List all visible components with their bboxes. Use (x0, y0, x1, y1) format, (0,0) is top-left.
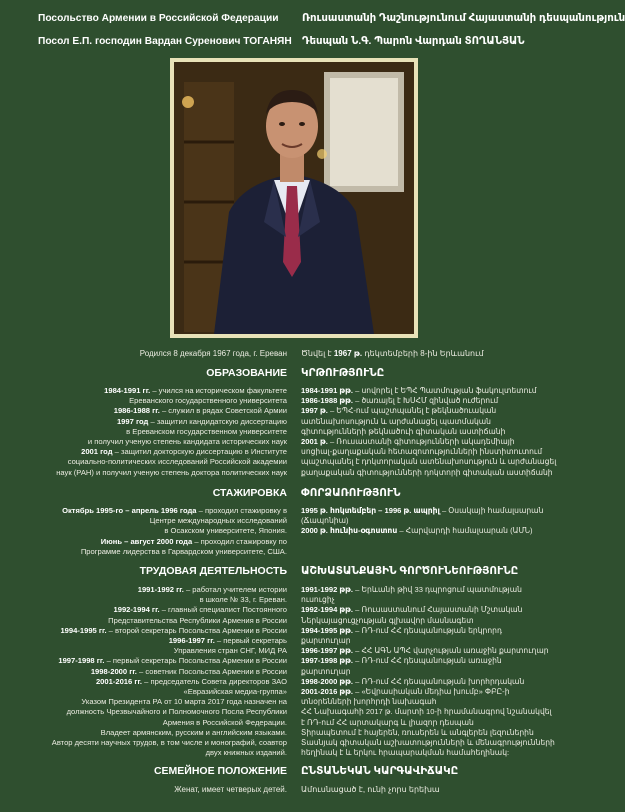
text-line: պաշտպանել է դոկտորական ատենախոսություն և արժանացել (301, 457, 557, 467)
family-title-ru: СЕМЕЙНОЕ ПОЛОЖЕНИЕ (153, 765, 287, 777)
text-line: Владеет армянским, русским и английским языками. (100, 727, 287, 737)
text-line: 1994-1995 թթ. – ՌԴ-ում ՀՀ դեսպանության երկրորդ (301, 625, 503, 635)
career-text-am (301, 585, 577, 758)
text-line: Представительства Республики Армения в России (108, 615, 287, 625)
text-line: 2001-2016 гг. – председатель Совета директоров ЗАО (95, 676, 287, 686)
text-line: ՀՀ Նախագահի 2017 թ. մարտի 10-ի հրամանագրով նշանակվել (301, 707, 552, 717)
text-line: в Ереванском государственном университете (126, 426, 287, 436)
header-embassy-ru: Посольство Армении в Российской Федерации (38, 13, 279, 24)
text-line: 1995 թ. հոկտեմբեր – 1996 թ. ապրիլ – Օսակայի համալսարան (301, 506, 544, 515)
text-line: наук (РАН) и получил ученую степень доктора политических наук (56, 467, 287, 477)
text-line: 1998-2000 гг. – советник Посольства Армении в России (90, 666, 287, 676)
text-line: в школе № 33, г. Ереван. (199, 595, 287, 605)
text-line: ուսուցիչ (301, 595, 335, 605)
text-line: ատենախոսություն և արժանացել պատմական (301, 416, 491, 426)
text-line: 1997 год – защитил кандидатскую диссертацию (116, 416, 287, 426)
internship-text-ru (14, 506, 287, 557)
text-line: 1986-1988 թթ. – ծառայել է ԽՍՀՄ զինված ուժերում (301, 396, 499, 406)
text-line: 1991-1992 թթ. – Երևանի թիվ 33 դպրոցում պատմության (301, 585, 522, 594)
text-line: 1997-1998 թթ. – ՌԴ-ում ՀՀ դեսպանության առաջին (301, 656, 502, 666)
text-line: Указом Президента РА от 10 марта 2017 года назначен на (81, 697, 287, 707)
text-line: 1996-1997 թթ. – ՀՀ ԱԳՆ ԱՊՀ վարչության առաջին քարտուղար (301, 646, 549, 656)
birth-ru: Родился 8 декабря 1967 года, г. Ереван (139, 349, 287, 358)
text-line: Июнь – август 2000 года – проходил стажировку по (100, 536, 287, 546)
text-line: է ՌԴ-ում ՀՀ արտակարգ և լիազոր դեսպան (301, 717, 474, 727)
family-title-am: ԸՆՏԱՆԵԿԱՆ ԿԱՐԳԱՎԻՃԱԿԸ (301, 765, 459, 777)
text-line: սոցիալ-քաղաքական հետազոտությունների ինստիտուտում (301, 447, 543, 457)
education-title-ru: ОБРАЗОВАНИЕ (206, 367, 287, 379)
text-line: 1996-1997 гг. – первый секретарь (168, 636, 287, 646)
text-line: и получил ученую степень кандидата исторических наук (87, 437, 287, 447)
family-text-ru: Женат, имеет четверых детей. (174, 785, 287, 794)
text-line: социально-политических исследований Российской академии (67, 457, 287, 467)
education-title-am: ԿՐԹՈՒԹՅՈՒՆԸ (301, 367, 385, 379)
text-line: Армения в Российской Федерации. (162, 717, 287, 727)
text-line: Տասնյակ գիտական աշխատությունների և մենագրությունների (301, 738, 555, 748)
text-line: Տիրապետում է հայերեն, ռուսերեն և անգլերեն լեզուներին (301, 727, 534, 737)
family-text-am: Ամուսնացած է, ունի չորս երեխա (301, 785, 440, 794)
text-line: 1994-1995 гг. – второй секретарь Посольства Армении в России (60, 625, 287, 635)
text-line: 1986-1988 гг. – служил в рядах Советской Армии (113, 406, 287, 416)
text-line: 1984-1991 гг. – учился на историческом факультете (104, 386, 287, 395)
text-line: քաղաքական գիտությունների դոկտորի գիտական աստիճանի (301, 467, 553, 477)
text-line: Управления стран СНГ, МИД РА (173, 646, 287, 656)
text-line: 2001 год – защитил докторскую диссертацию в Институте (81, 447, 287, 457)
birth-am: Ծնվել է 1967 թ. դեկտեմբերի 8-ին Երևանում (301, 349, 484, 358)
text-line: քարտուղար (301, 666, 351, 676)
text-line: 1997-1998 гг. – первый секретарь Посольства Армении в России (58, 656, 287, 666)
education-text-ru (14, 386, 287, 478)
text-line: 1997 թ. – ԵՊՀ-ում պաշտպանել է թեկնածուական (301, 406, 497, 416)
text-line: «Евразийская медиа-группа» (183, 687, 287, 697)
internship-title-ru: СТАЖИРОВКА (212, 487, 287, 499)
portrait-illustration (174, 62, 414, 334)
text-line: 1991-1992 гг. – работал учителем истории (137, 585, 287, 594)
text-line: 2001 թ. – Ռուսաստանի գիտությունների ակադեմիայի (301, 437, 515, 447)
text-line: Программе лидерства в Гарвардском университете, США. (80, 546, 287, 556)
text-line: 2001-2016 թթ. – «Եվրասիական մեդիա խումբ» ՓԲԸ-ի (301, 687, 510, 697)
education-text-am (301, 386, 577, 478)
internship-text-am (301, 506, 577, 537)
text-line: (Ճապոնիա) (301, 516, 349, 526)
text-line: Ереванского государственного университета (129, 396, 287, 406)
text-line: տնօրենների խորհրդի նախագահ (301, 697, 437, 707)
text-line: 1998-2000 թթ. – ՌԴ-ում ՀՀ դեսպանության խորհրդական (301, 676, 525, 686)
text-line: հեղինակ է և երկու հրապարակման համահեղինակ: (301, 748, 510, 758)
text-line: Ներկայացուցչության գլխավոր մասնագետ (301, 615, 474, 625)
text-line: Центре международных исследований (149, 516, 287, 526)
portrait-frame (170, 58, 418, 338)
text-line: 1992-1994 թթ. – Ռուսաստանում Հայաստանի Մշտական (301, 605, 523, 615)
text-line: քարտուղար (301, 636, 351, 646)
internship-title-am: ՓՈՐՁԱՌՈՒԹՅՈՒՆ (301, 487, 401, 499)
text-line: двух книжных изданий. (205, 748, 287, 758)
career-title-am: ԱՇԽԱՏԱՆՔԱՅԻՆ ԳՈՐԾՈՒՆԵՈՒԹՅՈՒՆԸ (301, 565, 519, 577)
text-line: должность Чрезвычайного и Полномочного Посла Республики (66, 707, 287, 717)
header-ambassador-ru: Посол Е.П. господин Вардан Суренович ТОГАНЯН (38, 36, 292, 47)
text-line: в Осакском университете, Япония. (164, 526, 287, 536)
career-title-ru: ТРУДОВАЯ ДЕЯТЕЛЬНОСТЬ (139, 565, 287, 577)
header-embassy-am: Ռուսաստանի Դաշնությունում Հայաստանի դեսպանություն (302, 13, 625, 24)
text-line: Автор десяти научных трудов, в том числе и монографий, соавтор (51, 738, 287, 748)
text-line: 1984-1991 թթ. – սովորել է ԵՊՀ Պատմության ֆակուլտետում (301, 386, 537, 395)
header-ambassador-am: Դեսպան Ն.Գ. Պարոն Վարդան ՏՈՂԱՆՅԱՆ (302, 36, 525, 47)
career-text-ru (14, 585, 287, 758)
text-line: 2000 թ. հունիս-օգոստոս – Հարվարդի համալսարան (ԱՄՆ) (301, 526, 533, 536)
text-line: գիտությունների թեկնածուի գիտական աստիճանի (301, 426, 506, 436)
portrait-photo (174, 62, 414, 334)
text-line: Октябрь 1995-го – апрель 1996 года – проходил стажировку в (62, 506, 287, 515)
text-line: 1992-1994 гг. – главный специалист Постоянного (113, 605, 287, 615)
